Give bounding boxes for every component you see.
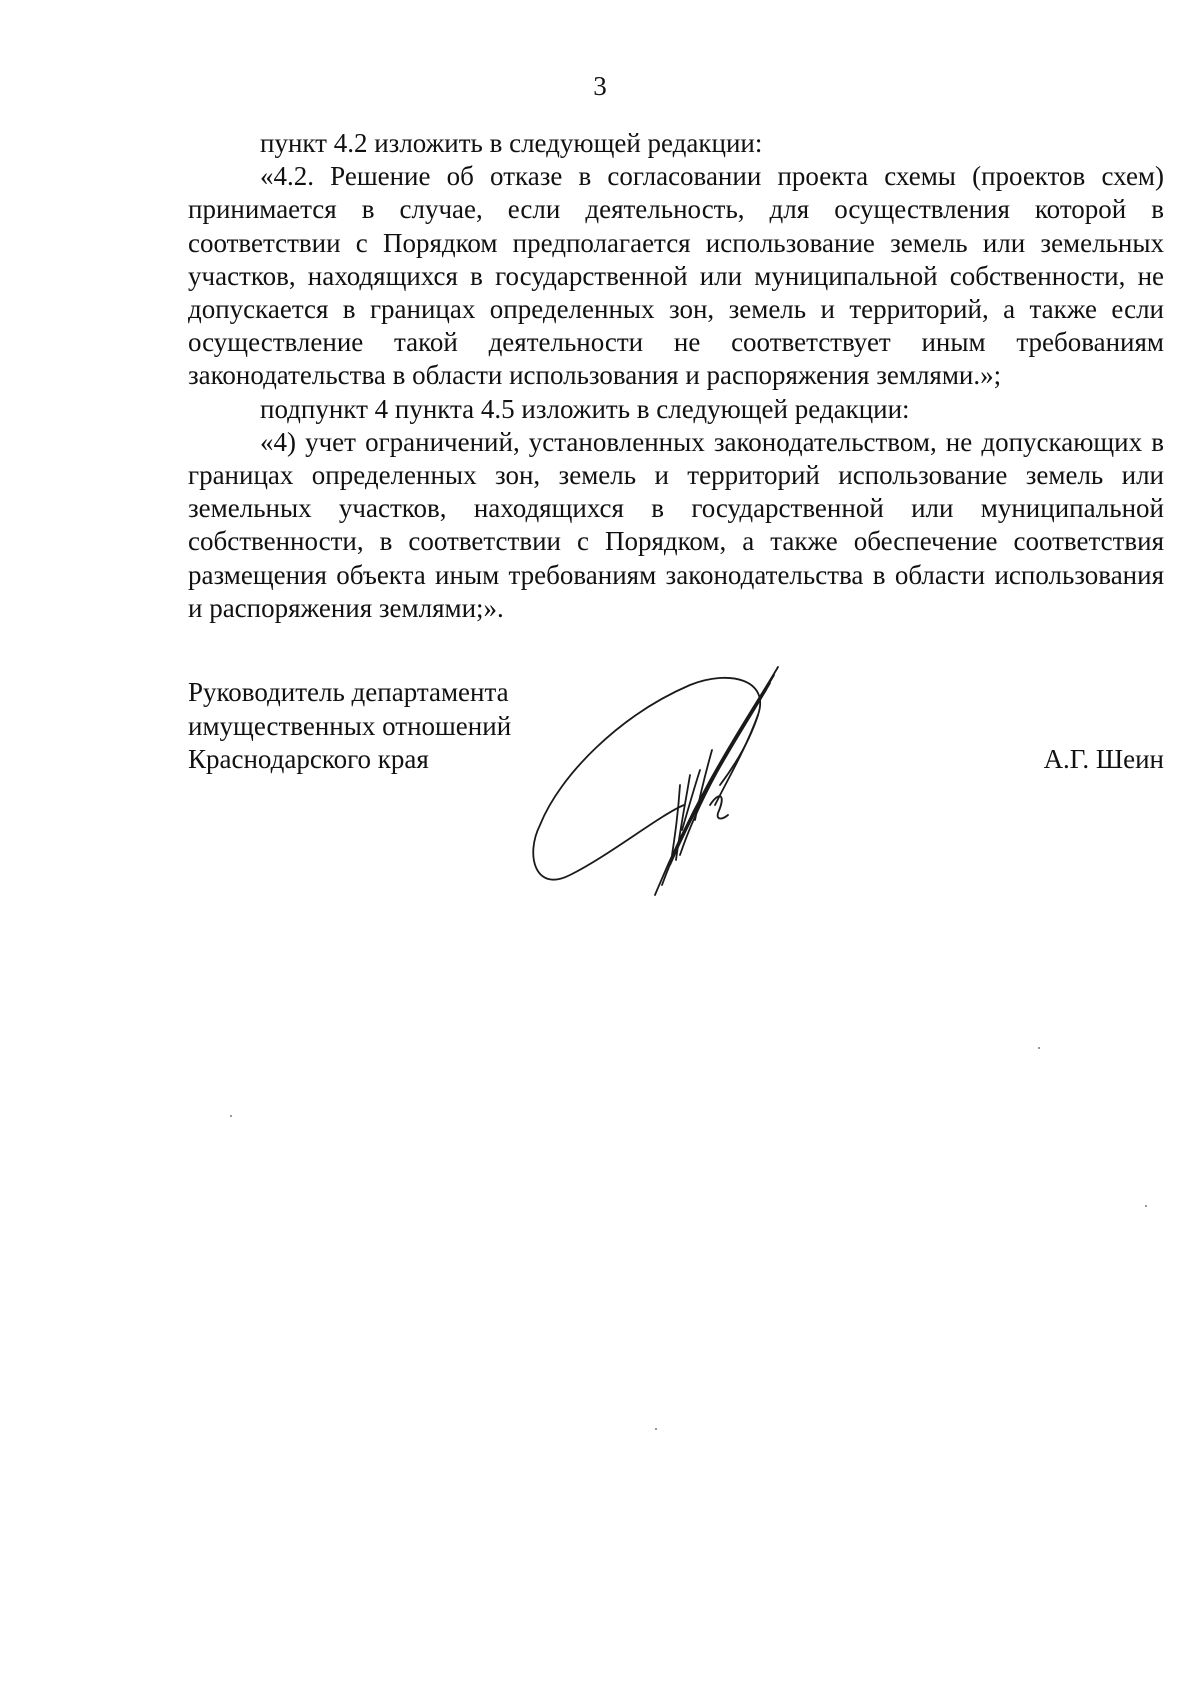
paragraph: «4.2. Решение об отказе в согласовании проекта схемы (проектов схем) принимается в случае, если деятельность, для осуществления которой в соответствии с Порядком предполагается использование земель или земельных участков, находящихся в государственной или муниципальной собственности, не допускается в границах определенных зон, земель и территорий, а также если осуществление такой деятельности не соответствует иным требованиям законодательства в области использования и распоряжения землями.»; (188, 161, 1164, 391)
handwritten-signature-icon (530, 655, 850, 905)
page-number: 3 (593, 71, 607, 101)
position-line: Краснодарского края (188, 744, 429, 774)
document-body (188, 127, 1164, 625)
paragraph: пункт 4.2 изложить в следующей редакции: (260, 128, 763, 158)
signatory-position (188, 676, 511, 777)
signer-name: А.Г. Шеин (1043, 744, 1164, 774)
position-line: Руководитель департамента (188, 677, 509, 707)
paragraph: «4) учет ограничений, установленных законодательством, не допускающих в границах определенных зон, земель и территорий использование земель или земельных участков, находящихся в государственной или муниципальной собственности, в соответствии с Порядком, а также обеспечение соответствия размещения объекта иным требованиям законодательства в области использования и распоряжения землями;». (188, 426, 1164, 623)
paragraph: подпункт 4 пункта 4.5 изложить в следующей редакции: (260, 393, 910, 424)
position-line: имущественных отношений (188, 710, 512, 741)
